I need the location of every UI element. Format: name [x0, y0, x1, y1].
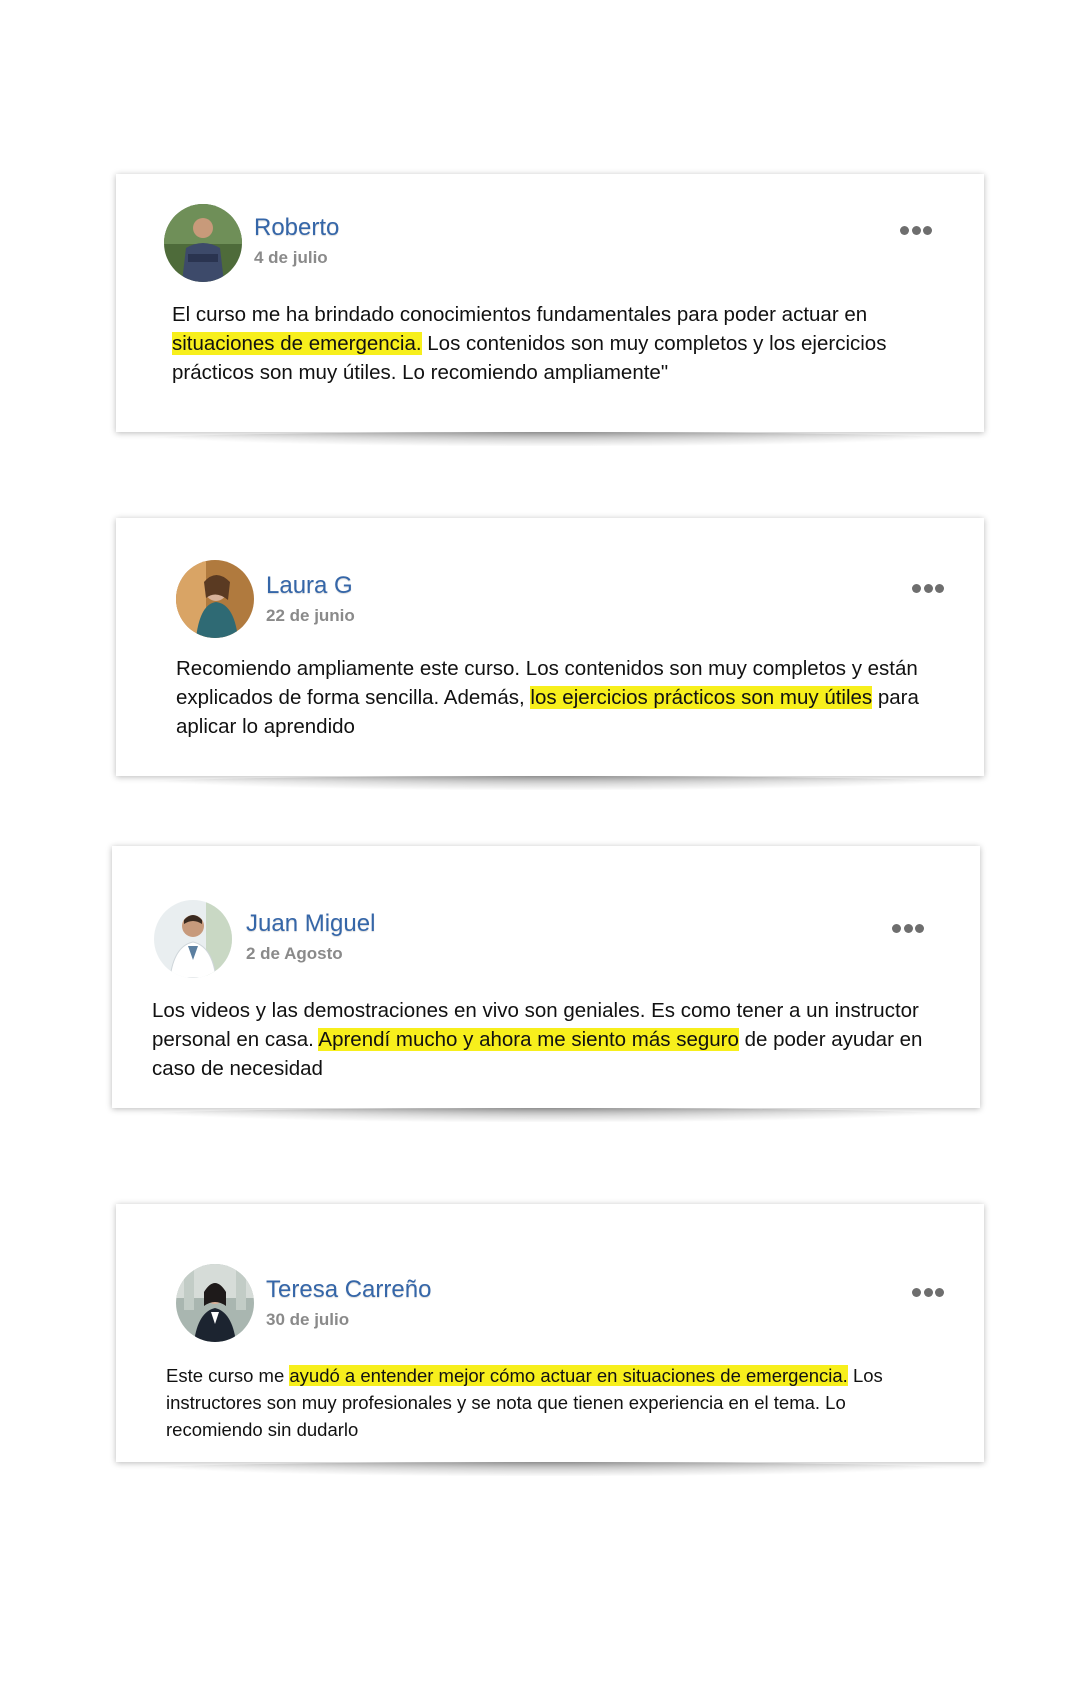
more-options-icon[interactable]: [912, 1286, 944, 1298]
review-text-part: para aplicar lo aprendido: [176, 686, 919, 738]
review-highlight: ayudó a entender mejor cómo actuar en situaciones de emergencia.: [289, 1365, 848, 1386]
review-card-juan-miguel: [112, 846, 980, 1108]
review-highlight: situaciones de emergencia.: [172, 332, 422, 355]
more-options-icon[interactable]: [900, 224, 932, 236]
review-text: [176, 654, 936, 741]
review-card-roberto: [116, 174, 984, 432]
review-date: 30 de julio: [266, 1310, 350, 1329]
review-text-part: Los contenidos son muy completos y los ejercicios prácticos son muy útiles. Lo recomiendo ampliamente": [172, 332, 887, 384]
reviewer-name[interactable]: Juan Miguel: [246, 910, 376, 937]
more-options-icon[interactable]: [892, 922, 924, 934]
review-text-part: Recomiendo ampliamente este curso. Los contenidos son muy completos y están explicados de forma sencilla. Además,: [176, 657, 918, 709]
reviewer-name[interactable]: Laura G: [266, 572, 353, 599]
review-card-teresa: [116, 1204, 984, 1462]
review-date: 2 de Agosto: [246, 944, 343, 963]
review-text-part: de poder ayudar en caso de necesidad: [152, 1028, 923, 1080]
avatar[interactable]: [176, 1264, 254, 1342]
review-date: 22 de junio: [266, 606, 355, 625]
review-text: [166, 1362, 926, 1443]
reviewer-name[interactable]: Teresa Carreño: [266, 1276, 432, 1303]
avatar[interactable]: [176, 560, 254, 638]
avatar[interactable]: [164, 204, 242, 282]
review-text-part: Los videos y las demostraciones en vivo son geniales. Es como tener a un instructor personal en casa.: [152, 999, 919, 1051]
review-text: [152, 996, 962, 1083]
more-options-icon[interactable]: [912, 582, 944, 594]
review-card-laura: [116, 518, 984, 776]
review-highlight: Aprendí mucho y ahora me siento más seguro: [318, 1028, 739, 1051]
avatar[interactable]: [154, 900, 232, 978]
review-highlight: los ejercicios prácticos son muy útiles: [530, 686, 873, 709]
review-date: 4 de julio: [254, 248, 328, 267]
review-text-part: Este curso me: [166, 1365, 290, 1386]
reviewer-name[interactable]: Roberto: [254, 214, 340, 241]
review-text: [172, 300, 932, 387]
review-text-part: El curso me ha brindado conocimientos fundamentales para poder actuar en: [172, 303, 868, 326]
review-text-part: Los instructores son muy profesionales y se nota que tienen experiencia en el tema. Lo recomiendo sin dudarlo: [166, 1365, 883, 1440]
